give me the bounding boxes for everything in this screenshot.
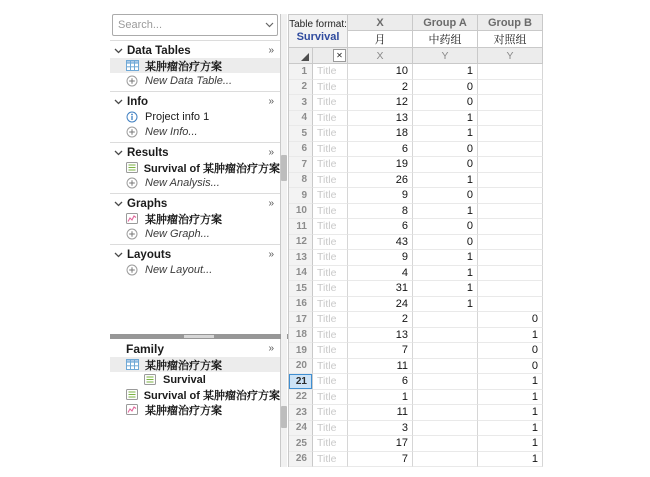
- group-b-cell[interactable]: [478, 204, 543, 220]
- row-title-cell[interactable]: Title: [313, 95, 348, 111]
- section-header-layouts[interactable]: [110, 248, 280, 262]
- row-title-cell[interactable]: Title: [313, 142, 348, 158]
- row-number-cell[interactable]: 10: [289, 204, 313, 220]
- table-row: [289, 126, 543, 142]
- splitter-handle[interactable]: [110, 334, 288, 339]
- group-a-cell[interactable]: [413, 405, 478, 421]
- group-a-cell[interactable]: [413, 343, 478, 359]
- table-format-label: Table format:: [289, 18, 347, 30]
- table-row: [289, 312, 543, 328]
- axis-label-x: X: [348, 48, 413, 64]
- nav-item-label: New Data Table...: [145, 74, 233, 87]
- group-b-cell[interactable]: [478, 250, 543, 266]
- row-title-cell[interactable]: Title: [313, 126, 348, 142]
- row-title-cell[interactable]: Title: [313, 390, 348, 406]
- nav-item-data-tables[interactable]: [110, 58, 280, 73]
- group-b-cell[interactable]: [478, 64, 543, 80]
- group-b-cell[interactable]: [478, 80, 543, 96]
- table-row: [289, 421, 543, 437]
- x-cell[interactable]: 13: [348, 328, 413, 344]
- group-a-cell[interactable]: 1: [413, 266, 478, 282]
- table-row: [289, 359, 543, 375]
- table-row: [289, 173, 543, 189]
- section-header-data-tables[interactable]: [110, 44, 280, 58]
- group-b-cell[interactable]: 0: [478, 312, 543, 328]
- row-title-cell[interactable]: Title: [313, 405, 348, 421]
- data-table: [288, 14, 543, 467]
- table-row: [289, 219, 543, 235]
- group-b-cell[interactable]: 1: [478, 452, 543, 468]
- row-title-cell[interactable]: Title: [313, 204, 348, 220]
- family-item-label: Survival: [163, 373, 206, 386]
- row-title-cell[interactable]: Title: [313, 219, 348, 235]
- row-number-cell[interactable]: 7: [289, 157, 313, 173]
- row-number-cell[interactable]: 6: [289, 142, 313, 158]
- row-number-cell[interactable]: 23: [289, 405, 313, 421]
- results-icon: [126, 389, 139, 400]
- group-b-cell[interactable]: [478, 142, 543, 158]
- family-item[interactable]: [110, 357, 280, 372]
- more-chevrons-icon[interactable]: »: [268, 198, 274, 209]
- nav-item-label: Survival of 某肿瘤治疗方案: [143, 162, 280, 175]
- more-chevrons-icon[interactable]: »: [268, 45, 274, 56]
- row-title-cell[interactable]: Title: [313, 188, 348, 204]
- x-cell[interactable]: 13: [348, 111, 413, 127]
- x-cell[interactable]: 6: [348, 219, 413, 235]
- group-a-cell[interactable]: [413, 452, 478, 468]
- group-a-cell[interactable]: 0: [413, 235, 478, 251]
- row-title-cell[interactable]: Title: [313, 328, 348, 344]
- table-row: [289, 95, 543, 111]
- column-header-x[interactable]: X: [348, 15, 413, 31]
- navigator-sections: [110, 40, 280, 277]
- family-item[interactable]: [110, 372, 280, 387]
- column-subtitle-group-a[interactable]: 中药组: [413, 31, 478, 48]
- group-a-cell[interactable]: 0: [413, 142, 478, 158]
- results-icon: [144, 374, 158, 385]
- group-a-cell[interactable]: 1: [413, 64, 478, 80]
- nav-item-results[interactable]: [110, 175, 280, 190]
- nav-item-label: Project info 1: [145, 110, 210, 123]
- table-row: [289, 266, 543, 282]
- family-section-header[interactable]: [110, 341, 280, 357]
- family-section-label: Family: [126, 342, 165, 356]
- more-chevrons-icon[interactable]: »: [268, 343, 274, 354]
- select-all-corner[interactable]: [289, 48, 313, 64]
- group-b-cell[interactable]: [478, 219, 543, 235]
- more-chevrons-icon[interactable]: »: [268, 96, 274, 107]
- group-a-cell[interactable]: [413, 374, 478, 390]
- family-panel: [110, 341, 280, 417]
- section-header-results[interactable]: [110, 146, 280, 160]
- row-number-cell[interactable]: 19: [289, 343, 313, 359]
- row-number-cell[interactable]: 17: [289, 312, 313, 328]
- close-icon[interactable]: ✕: [333, 49, 346, 62]
- row-title-cell[interactable]: Title: [313, 374, 348, 390]
- table-row: [289, 281, 543, 297]
- row-title-cell[interactable]: Title: [313, 266, 348, 282]
- sidebar-scrollbar[interactable]: [281, 14, 287, 467]
- x-cell[interactable]: 1: [348, 390, 413, 406]
- search-input[interactable]: [113, 19, 261, 31]
- group-a-cell[interactable]: 1: [413, 297, 478, 313]
- group-a-cell[interactable]: 1: [413, 126, 478, 142]
- nav-item-info[interactable]: [110, 124, 280, 139]
- more-chevrons-icon[interactable]: »: [268, 147, 274, 158]
- column-subtitle-group-b[interactable]: 对照组: [478, 31, 543, 48]
- nav-item-layouts[interactable]: [110, 262, 280, 277]
- x-cell[interactable]: 2: [348, 312, 413, 328]
- group-b-cell[interactable]: 0: [478, 359, 543, 375]
- nav-item-data-tables[interactable]: [110, 73, 280, 88]
- family-item-label: 某肿瘤治疗方案: [145, 404, 222, 417]
- row-number-cell[interactable]: 25: [289, 436, 313, 452]
- group-a-cell[interactable]: [413, 390, 478, 406]
- x-cell[interactable]: 11: [348, 405, 413, 421]
- group-a-cell[interactable]: [413, 436, 478, 452]
- column-header-group-b[interactable]: Group B: [478, 15, 543, 31]
- row-title-cell[interactable]: Title: [313, 157, 348, 173]
- row-title-cell[interactable]: Title: [313, 80, 348, 96]
- axis-label-group-a: Y: [413, 48, 478, 64]
- scrollbar-thumb[interactable]: [281, 155, 287, 181]
- row-number-cell[interactable]: 13: [289, 250, 313, 266]
- table-row: [289, 64, 543, 80]
- nav-item-label: 某肿瘤治疗方案: [145, 60, 222, 73]
- table-icon: [126, 359, 140, 370]
- group-b-cell[interactable]: 1: [478, 328, 543, 344]
- plus-icon: [126, 126, 140, 138]
- row-number-cell[interactable]: 8: [289, 173, 313, 189]
- search-box[interactable]: [112, 14, 278, 36]
- row-title-cell[interactable]: Title: [313, 452, 348, 468]
- group-b-cell[interactable]: [478, 188, 543, 204]
- group-b-cell[interactable]: 1: [478, 421, 543, 437]
- x-cell[interactable]: 4: [348, 266, 413, 282]
- x-cell[interactable]: 43: [348, 235, 413, 251]
- table-header: [289, 15, 543, 64]
- x-cell[interactable]: 12: [348, 95, 413, 111]
- scrollbar-thumb[interactable]: [281, 406, 287, 428]
- section-label: Info: [127, 96, 149, 108]
- group-b-cell[interactable]: [478, 297, 543, 313]
- x-cell[interactable]: 6: [348, 374, 413, 390]
- row-title-cell[interactable]: Title: [313, 250, 348, 266]
- table-row: [289, 405, 543, 421]
- chevron-down-icon: [114, 150, 127, 156]
- x-cell[interactable]: 9: [348, 188, 413, 204]
- graph-icon: [126, 213, 140, 224]
- table-row: [289, 452, 543, 468]
- family-item-label: 某肿瘤治疗方案: [145, 359, 222, 372]
- x-cell[interactable]: 26: [348, 173, 413, 189]
- row-title-cell[interactable]: Title: [313, 312, 348, 328]
- section-separator: [110, 193, 280, 194]
- row-title-cell[interactable]: Title: [313, 173, 348, 189]
- x-cell[interactable]: 31: [348, 281, 413, 297]
- nav-item-graphs[interactable]: [110, 211, 280, 226]
- group-b-cell[interactable]: 1: [478, 390, 543, 406]
- row-title-cell[interactable]: Title: [313, 359, 348, 375]
- x-cell[interactable]: 7: [348, 343, 413, 359]
- row-number-cell[interactable]: 18: [289, 328, 313, 344]
- chevron-down-icon: [114, 48, 127, 54]
- chevron-down-icon: [114, 252, 127, 258]
- chevron-down-icon[interactable]: [261, 22, 277, 28]
- row-number-cell[interactable]: 12: [289, 235, 313, 251]
- table-row: [289, 374, 543, 390]
- group-a-cell[interactable]: 0: [413, 188, 478, 204]
- table-row: [289, 157, 543, 173]
- x-cell[interactable]: 3: [348, 421, 413, 437]
- section-label: Graphs: [127, 198, 168, 210]
- group-a-cell[interactable]: [413, 421, 478, 437]
- group-a-cell[interactable]: 1: [413, 204, 478, 220]
- x-cell[interactable]: 24: [348, 297, 413, 313]
- group-a-cell[interactable]: 0: [413, 80, 478, 96]
- row-title-cell[interactable]: Title: [313, 297, 348, 313]
- table-body: [289, 64, 543, 467]
- row-number-cell[interactable]: 16: [289, 297, 313, 313]
- table-icon: [126, 60, 140, 71]
- chevron-down-icon: [114, 99, 127, 105]
- nav-item-results[interactable]: [110, 160, 280, 175]
- more-chevrons-icon[interactable]: »: [268, 249, 274, 260]
- group-a-cell[interactable]: 1: [413, 250, 478, 266]
- clear-cell: [313, 48, 348, 64]
- row-title-cell[interactable]: Title: [313, 111, 348, 127]
- row-number-cell[interactable]: 20: [289, 359, 313, 375]
- row-number-cell[interactable]: 3: [289, 95, 313, 111]
- plus-icon: [126, 75, 140, 87]
- row-title-cell[interactable]: Title: [313, 64, 348, 80]
- row-title-cell[interactable]: Title: [313, 343, 348, 359]
- family-item-label: Survival of 某肿瘤治疗方案: [143, 389, 280, 402]
- x-cell[interactable]: 17: [348, 436, 413, 452]
- info-icon: [126, 111, 140, 123]
- section-separator: [110, 91, 280, 92]
- family-items: [110, 357, 280, 417]
- plus-icon: [126, 177, 140, 189]
- row-number-cell[interactable]: 4: [289, 111, 313, 127]
- table-row: [289, 390, 543, 406]
- column-header-group-a[interactable]: Group A: [413, 15, 478, 31]
- family-item[interactable]: [110, 402, 280, 417]
- group-b-cell[interactable]: [478, 126, 543, 142]
- group-a-cell[interactable]: 0: [413, 95, 478, 111]
- group-b-cell[interactable]: [478, 111, 543, 127]
- section-header-graphs[interactable]: [110, 197, 280, 211]
- x-cell[interactable]: 9: [348, 250, 413, 266]
- row-title-cell[interactable]: Title: [313, 281, 348, 297]
- x-cell[interactable]: 7: [348, 452, 413, 468]
- row-number-cell[interactable]: 9: [289, 188, 313, 204]
- group-a-cell[interactable]: 1: [413, 111, 478, 127]
- row-number-cell[interactable]: 26: [289, 452, 313, 468]
- row-title-cell[interactable]: Title: [313, 436, 348, 452]
- nav-item-graphs[interactable]: [110, 226, 280, 241]
- row-number-cell[interactable]: 14: [289, 266, 313, 282]
- nav-item-info[interactable]: [110, 109, 280, 124]
- column-subtitle-x[interactable]: 月: [348, 31, 413, 48]
- group-a-cell[interactable]: 1: [413, 281, 478, 297]
- group-b-cell[interactable]: [478, 281, 543, 297]
- nav-item-label: New Analysis...: [145, 176, 220, 189]
- group-a-cell[interactable]: [413, 328, 478, 344]
- row-title-cell[interactable]: Title: [313, 421, 348, 437]
- chevron-down-icon: [114, 201, 127, 207]
- table-format-value[interactable]: Survival: [296, 30, 340, 43]
- section-label: Data Tables: [127, 45, 191, 57]
- table-row: [289, 436, 543, 452]
- graph-icon: [126, 404, 140, 415]
- table-row: [289, 142, 543, 158]
- corner-triangle-icon: [301, 53, 309, 61]
- x-cell[interactable]: 19: [348, 157, 413, 173]
- table-row: [289, 343, 543, 359]
- nav-item-label: New Graph...: [145, 227, 210, 240]
- x-cell[interactable]: 11: [348, 359, 413, 375]
- group-a-cell[interactable]: [413, 359, 478, 375]
- section-label: Results: [127, 147, 169, 159]
- x-cell[interactable]: 18: [348, 126, 413, 142]
- section-label: Layouts: [127, 249, 172, 261]
- table-row: [289, 111, 543, 127]
- group-a-cell[interactable]: [413, 312, 478, 328]
- row-number-cell[interactable]: 1: [289, 64, 313, 80]
- table-row: [289, 250, 543, 266]
- row-number-cell[interactable]: 2: [289, 80, 313, 96]
- section-separator: [110, 244, 280, 245]
- axis-label-group-b: Y: [478, 48, 543, 64]
- section-separator: [110, 142, 280, 143]
- row-number-cell[interactable]: 24: [289, 421, 313, 437]
- plus-icon: [126, 264, 140, 276]
- row-number-cell[interactable]: 15: [289, 281, 313, 297]
- group-a-cell[interactable]: 1: [413, 173, 478, 189]
- table-row: [289, 328, 543, 344]
- group-b-cell[interactable]: [478, 235, 543, 251]
- table-format-cell[interactable]: [289, 15, 348, 48]
- group-b-cell[interactable]: 0: [478, 343, 543, 359]
- group-b-cell[interactable]: 1: [478, 374, 543, 390]
- group-b-cell[interactable]: [478, 266, 543, 282]
- table-row: [289, 188, 543, 204]
- table-row: [289, 80, 543, 96]
- family-item[interactable]: [110, 387, 280, 402]
- row-number-cell[interactable]: 22: [289, 390, 313, 406]
- table-row: [289, 235, 543, 251]
- group-b-cell[interactable]: 1: [478, 436, 543, 452]
- group-a-cell[interactable]: 0: [413, 219, 478, 235]
- group-b-cell[interactable]: [478, 157, 543, 173]
- x-cell[interactable]: 8: [348, 204, 413, 220]
- group-b-cell[interactable]: [478, 173, 543, 189]
- x-cell[interactable]: 10: [348, 64, 413, 80]
- table-row: [289, 204, 543, 220]
- section-header-info[interactable]: [110, 95, 280, 109]
- row-number-cell[interactable]: 5: [289, 126, 313, 142]
- row-title-cell[interactable]: Title: [313, 235, 348, 251]
- table-row: [289, 297, 543, 313]
- nav-item-label: New Layout...: [145, 263, 213, 276]
- nav-item-label: New Info...: [145, 125, 198, 138]
- section-separator: [110, 40, 280, 41]
- x-cell[interactable]: 2: [348, 80, 413, 96]
- group-a-cell[interactable]: 0: [413, 157, 478, 173]
- results-icon: [126, 162, 139, 173]
- nav-item-label: 某肿瘤治疗方案: [145, 213, 222, 226]
- group-b-cell[interactable]: 1: [478, 405, 543, 421]
- plus-icon: [126, 228, 140, 240]
- row-number-cell[interactable]: 11: [289, 219, 313, 235]
- row-number-cell[interactable]: 21: [289, 374, 313, 390]
- group-b-cell[interactable]: [478, 95, 543, 111]
- x-cell[interactable]: 6: [348, 142, 413, 158]
